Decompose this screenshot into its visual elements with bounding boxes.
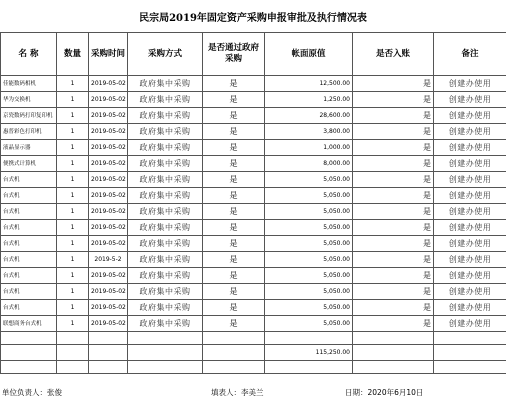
cell-book-value[interactable]: 8,000.00 bbox=[265, 156, 353, 172]
cell-name[interactable]: 台式机 bbox=[1, 236, 57, 252]
cell-name[interactable]: 台式机 bbox=[1, 300, 57, 316]
cell-name[interactable]: 台式机 bbox=[1, 220, 57, 236]
cell-qty[interactable]: 1 bbox=[57, 92, 89, 108]
footer-date: 日期：2020年6月10日 bbox=[345, 388, 424, 397]
empty-cell[interactable] bbox=[353, 345, 434, 361]
cell-gov-procurement[interactable]: 是 bbox=[203, 140, 265, 156]
cell-method[interactable]: 政府集中采购 bbox=[128, 252, 203, 268]
empty-cell[interactable] bbox=[353, 332, 434, 345]
empty-cell[interactable] bbox=[128, 345, 203, 361]
header-row bbox=[1, 33, 506, 76]
cell-note[interactable]: 创建办使用 bbox=[434, 204, 506, 220]
cell-booked[interactable]: 是 bbox=[353, 300, 434, 316]
header-book-value: 帐面原值 bbox=[265, 33, 353, 76]
cell-booked[interactable]: 是 bbox=[353, 108, 434, 124]
cell-book-value[interactable]: 5,050.00 bbox=[265, 172, 353, 188]
empty-cell[interactable] bbox=[353, 361, 434, 374]
cell-name[interactable]: 台式机 bbox=[1, 188, 57, 204]
cell-method[interactable]: 政府集中采购 bbox=[128, 108, 203, 124]
cell-name[interactable]: 台式机 bbox=[1, 268, 57, 284]
cell-date[interactable]: 2019-05-02 bbox=[89, 220, 128, 236]
cell-method[interactable]: 政府集中采购 bbox=[128, 284, 203, 300]
footer-filler: 填表人：李美兰 bbox=[211, 388, 264, 397]
cell-date[interactable]: 2019-05-02 bbox=[89, 92, 128, 108]
table-row bbox=[1, 300, 506, 316]
cell-booked[interactable]: 是 bbox=[353, 92, 434, 108]
cell-note[interactable]: 创建办使用 bbox=[434, 76, 506, 92]
cell-note[interactable]: 创建办使用 bbox=[434, 140, 506, 156]
cell-gov-procurement[interactable]: 是 bbox=[203, 268, 265, 284]
cell-qty[interactable]: 1 bbox=[57, 108, 89, 124]
cell-note[interactable]: 创建办使用 bbox=[434, 156, 506, 172]
cell-method[interactable]: 政府集中采购 bbox=[128, 188, 203, 204]
table-row bbox=[1, 124, 506, 140]
cell-booked[interactable]: 是 bbox=[353, 140, 434, 156]
cell-gov-procurement[interactable]: 是 bbox=[203, 156, 265, 172]
table-body bbox=[1, 76, 506, 332]
cell-method[interactable]: 政府集中采购 bbox=[128, 172, 203, 188]
cell-qty[interactable]: 1 bbox=[57, 156, 89, 172]
cell-method[interactable]: 政府集中采购 bbox=[128, 316, 203, 332]
footer-unit-leader: 单位负责人：张俊 bbox=[2, 388, 62, 397]
cell-book-value[interactable]: 5,050.00 bbox=[265, 300, 353, 316]
cell-method[interactable]: 政府集中采购 bbox=[128, 220, 203, 236]
cell-qty[interactable]: 1 bbox=[57, 220, 89, 236]
cell-note[interactable]: 创建办使用 bbox=[434, 236, 506, 252]
table-row bbox=[1, 236, 506, 252]
empty-cell[interactable] bbox=[57, 361, 89, 374]
cell-gov-procurement[interactable]: 是 bbox=[203, 252, 265, 268]
table-row bbox=[1, 220, 506, 236]
empty-row bbox=[1, 361, 506, 374]
cell-note[interactable]: 创建办使用 bbox=[434, 300, 506, 316]
cell-booked[interactable]: 是 bbox=[353, 172, 434, 188]
cell-method[interactable]: 政府集中采购 bbox=[128, 76, 203, 92]
table-row bbox=[1, 108, 506, 124]
cell-gov-procurement[interactable]: 是 bbox=[203, 92, 265, 108]
table-row bbox=[1, 76, 506, 92]
table-row bbox=[1, 188, 506, 204]
cell-booked[interactable]: 是 bbox=[353, 268, 434, 284]
cell-qty[interactable]: 1 bbox=[57, 268, 89, 284]
cell-name[interactable]: 佳能数码相机 bbox=[1, 76, 57, 92]
cell-gov-procurement[interactable]: 是 bbox=[203, 204, 265, 220]
cell-name[interactable]: 华为交换机 bbox=[1, 92, 57, 108]
cell-qty[interactable]: 1 bbox=[57, 124, 89, 140]
empty-cell[interactable] bbox=[1, 345, 57, 361]
table-row bbox=[1, 140, 506, 156]
cell-qty[interactable]: 1 bbox=[57, 236, 89, 252]
cell-note[interactable]: 创建办使用 bbox=[434, 252, 506, 268]
table-row bbox=[1, 284, 506, 300]
table-row bbox=[1, 172, 506, 188]
cell-note[interactable]: 创建办使用 bbox=[434, 172, 506, 188]
cell-gov-procurement[interactable]: 是 bbox=[203, 188, 265, 204]
total-row bbox=[1, 345, 506, 361]
cell-date[interactable]: 2019-05-02 bbox=[89, 156, 128, 172]
cell-date[interactable]: 2019-05-02 bbox=[89, 76, 128, 92]
cell-date[interactable]: 2019-5-2 bbox=[89, 252, 128, 268]
header-note: 备注 bbox=[434, 33, 506, 76]
empty-cell[interactable] bbox=[89, 361, 128, 374]
cell-booked[interactable]: 是 bbox=[353, 124, 434, 140]
table-row bbox=[1, 316, 506, 332]
cell-method[interactable]: 政府集中采购 bbox=[128, 204, 203, 220]
cell-gov-procurement[interactable]: 是 bbox=[203, 76, 265, 92]
cell-method[interactable]: 政府集中采购 bbox=[128, 140, 203, 156]
cell-date[interactable]: 2019-05-02 bbox=[89, 284, 128, 300]
cell-booked[interactable]: 是 bbox=[353, 188, 434, 204]
cell-book-value[interactable]: 3,800.00 bbox=[265, 124, 353, 140]
cell-booked[interactable]: 是 bbox=[353, 220, 434, 236]
empty-cell[interactable] bbox=[89, 332, 128, 345]
header-qty: 数量 bbox=[57, 33, 89, 76]
empty-cell[interactable] bbox=[57, 332, 89, 345]
total-value-cell[interactable]: 115,250.00 bbox=[265, 345, 353, 361]
cell-book-value[interactable]: 5,050.00 bbox=[265, 268, 353, 284]
cell-qty[interactable]: 1 bbox=[57, 204, 89, 220]
cell-date[interactable]: 2019-05-02 bbox=[89, 108, 128, 124]
table-row bbox=[1, 204, 506, 220]
header-date: 采购时间 bbox=[89, 33, 128, 76]
cell-method[interactable]: 政府集中采购 bbox=[128, 156, 203, 172]
cell-note[interactable]: 创建办使用 bbox=[434, 92, 506, 108]
empty-cell[interactable] bbox=[57, 345, 89, 361]
empty-cell[interactable] bbox=[1, 332, 57, 345]
cell-name[interactable]: 台式机 bbox=[1, 252, 57, 268]
cell-name[interactable]: 液晶显示器 bbox=[1, 140, 57, 156]
empty-cell[interactable] bbox=[89, 345, 128, 361]
sheet-title: 民宗局2019年固定资产采购申报审批及执行情况表 bbox=[139, 13, 367, 24]
cell-name[interactable]: 联想商务台式机 bbox=[1, 316, 57, 332]
header-method: 采购方式 bbox=[128, 33, 203, 76]
cell-book-value[interactable]: 1,000.00 bbox=[265, 140, 353, 156]
header-booked: 是否入账 bbox=[353, 33, 434, 76]
empty-cell[interactable] bbox=[203, 361, 265, 374]
cell-date[interactable]: 2019-05-02 bbox=[89, 268, 128, 284]
empty-cell[interactable] bbox=[434, 345, 506, 361]
cell-date[interactable]: 2019-05-02 bbox=[89, 140, 128, 156]
cell-date[interactable]: 2019-05-02 bbox=[89, 300, 128, 316]
cell-qty[interactable]: 1 bbox=[57, 76, 89, 92]
cell-note[interactable]: 创建办使用 bbox=[434, 268, 506, 284]
cell-date[interactable]: 2019-05-02 bbox=[89, 188, 128, 204]
cell-name[interactable]: 台式机 bbox=[1, 204, 57, 220]
table-row bbox=[1, 268, 506, 284]
cell-booked[interactable]: 是 bbox=[353, 252, 434, 268]
cell-booked[interactable]: 是 bbox=[353, 284, 434, 300]
table-row bbox=[1, 92, 506, 108]
empty-cell[interactable] bbox=[434, 361, 506, 374]
cell-book-value[interactable]: 5,050.00 bbox=[265, 204, 353, 220]
table-row bbox=[1, 156, 506, 172]
empty-cell[interactable] bbox=[128, 332, 203, 345]
header-name: 名 称 bbox=[1, 33, 57, 76]
cell-gov-procurement[interactable]: 是 bbox=[203, 316, 265, 332]
cell-date[interactable]: 2019-05-02 bbox=[89, 172, 128, 188]
cell-book-value[interactable]: 5,050.00 bbox=[265, 252, 353, 268]
empty-cell[interactable] bbox=[265, 332, 353, 345]
cell-method[interactable]: 政府集中采购 bbox=[128, 268, 203, 284]
asset-table bbox=[0, 32, 506, 374]
cell-note[interactable]: 创建办使用 bbox=[434, 108, 506, 124]
cell-gov-procurement[interactable]: 是 bbox=[203, 108, 265, 124]
cell-method[interactable]: 政府集中采购 bbox=[128, 236, 203, 252]
cell-qty[interactable]: 1 bbox=[57, 284, 89, 300]
header-gov-procurement: 是否通过政府采购 bbox=[203, 33, 265, 76]
cell-note[interactable]: 创建办使用 bbox=[434, 284, 506, 300]
cell-booked[interactable]: 是 bbox=[353, 236, 434, 252]
cell-book-value[interactable]: 28,600.00 bbox=[265, 108, 353, 124]
cell-book-value[interactable]: 5,050.00 bbox=[265, 188, 353, 204]
cell-booked[interactable]: 是 bbox=[353, 76, 434, 92]
cell-date[interactable]: 2019-05-02 bbox=[89, 204, 128, 220]
cell-method[interactable]: 政府集中采购 bbox=[128, 124, 203, 140]
cell-booked[interactable]: 是 bbox=[353, 316, 434, 332]
cell-date[interactable]: 2019-05-02 bbox=[89, 124, 128, 140]
cell-gov-procurement[interactable]: 是 bbox=[203, 300, 265, 316]
empty-cell[interactable] bbox=[128, 361, 203, 374]
empty-cell[interactable] bbox=[1, 361, 57, 374]
cell-gov-procurement[interactable]: 是 bbox=[203, 124, 265, 140]
cell-book-value[interactable]: 12,500.00 bbox=[265, 76, 353, 92]
cell-gov-procurement[interactable]: 是 bbox=[203, 172, 265, 188]
cell-qty[interactable]: 1 bbox=[57, 140, 89, 156]
cell-booked[interactable]: 是 bbox=[353, 156, 434, 172]
cell-name[interactable]: 台式机 bbox=[1, 284, 57, 300]
cell-note[interactable]: 创建办使用 bbox=[434, 220, 506, 236]
cell-note[interactable]: 创建办使用 bbox=[434, 124, 506, 140]
cell-book-value[interactable]: 5,050.00 bbox=[265, 220, 353, 236]
cell-qty[interactable]: 1 bbox=[57, 188, 89, 204]
cell-name[interactable]: 台式机 bbox=[1, 172, 57, 188]
cell-qty[interactable]: 1 bbox=[57, 172, 89, 188]
cell-method[interactable]: 政府集中采购 bbox=[128, 92, 203, 108]
cell-book-value[interactable]: 1,250.00 bbox=[265, 92, 353, 108]
cell-method[interactable]: 政府集中采购 bbox=[128, 300, 203, 316]
cell-note[interactable]: 创建办使用 bbox=[434, 316, 506, 332]
table-row bbox=[1, 252, 506, 268]
cell-qty[interactable]: 1 bbox=[57, 300, 89, 316]
cell-date[interactable]: 2019-05-02 bbox=[89, 316, 128, 332]
cell-qty[interactable]: 1 bbox=[57, 252, 89, 268]
cell-booked[interactable]: 是 bbox=[353, 204, 434, 220]
empty-cell[interactable] bbox=[203, 345, 265, 361]
empty-cell[interactable] bbox=[434, 332, 506, 345]
cell-name[interactable]: 便携式计算机 bbox=[1, 156, 57, 172]
cell-book-value[interactable]: 5,050.00 bbox=[265, 316, 353, 332]
empty-cell[interactable] bbox=[203, 332, 265, 345]
empty-cell[interactable] bbox=[265, 361, 353, 374]
empty-row bbox=[1, 332, 506, 345]
cell-gov-procurement[interactable]: 是 bbox=[203, 220, 265, 236]
cell-gov-procurement[interactable]: 是 bbox=[203, 284, 265, 300]
cell-name[interactable]: 惠普彩色打印机 bbox=[1, 124, 57, 140]
cell-name[interactable]: 京瓷数码打印复印机 bbox=[1, 108, 57, 124]
cell-book-value[interactable]: 5,050.00 bbox=[265, 284, 353, 300]
cell-qty[interactable]: 1 bbox=[57, 316, 89, 332]
cell-note[interactable]: 创建办使用 bbox=[434, 188, 506, 204]
cell-date[interactable]: 2019-05-02 bbox=[89, 236, 128, 252]
cell-book-value[interactable]: 5,050.00 bbox=[265, 236, 353, 252]
cell-gov-procurement[interactable]: 是 bbox=[203, 236, 265, 252]
